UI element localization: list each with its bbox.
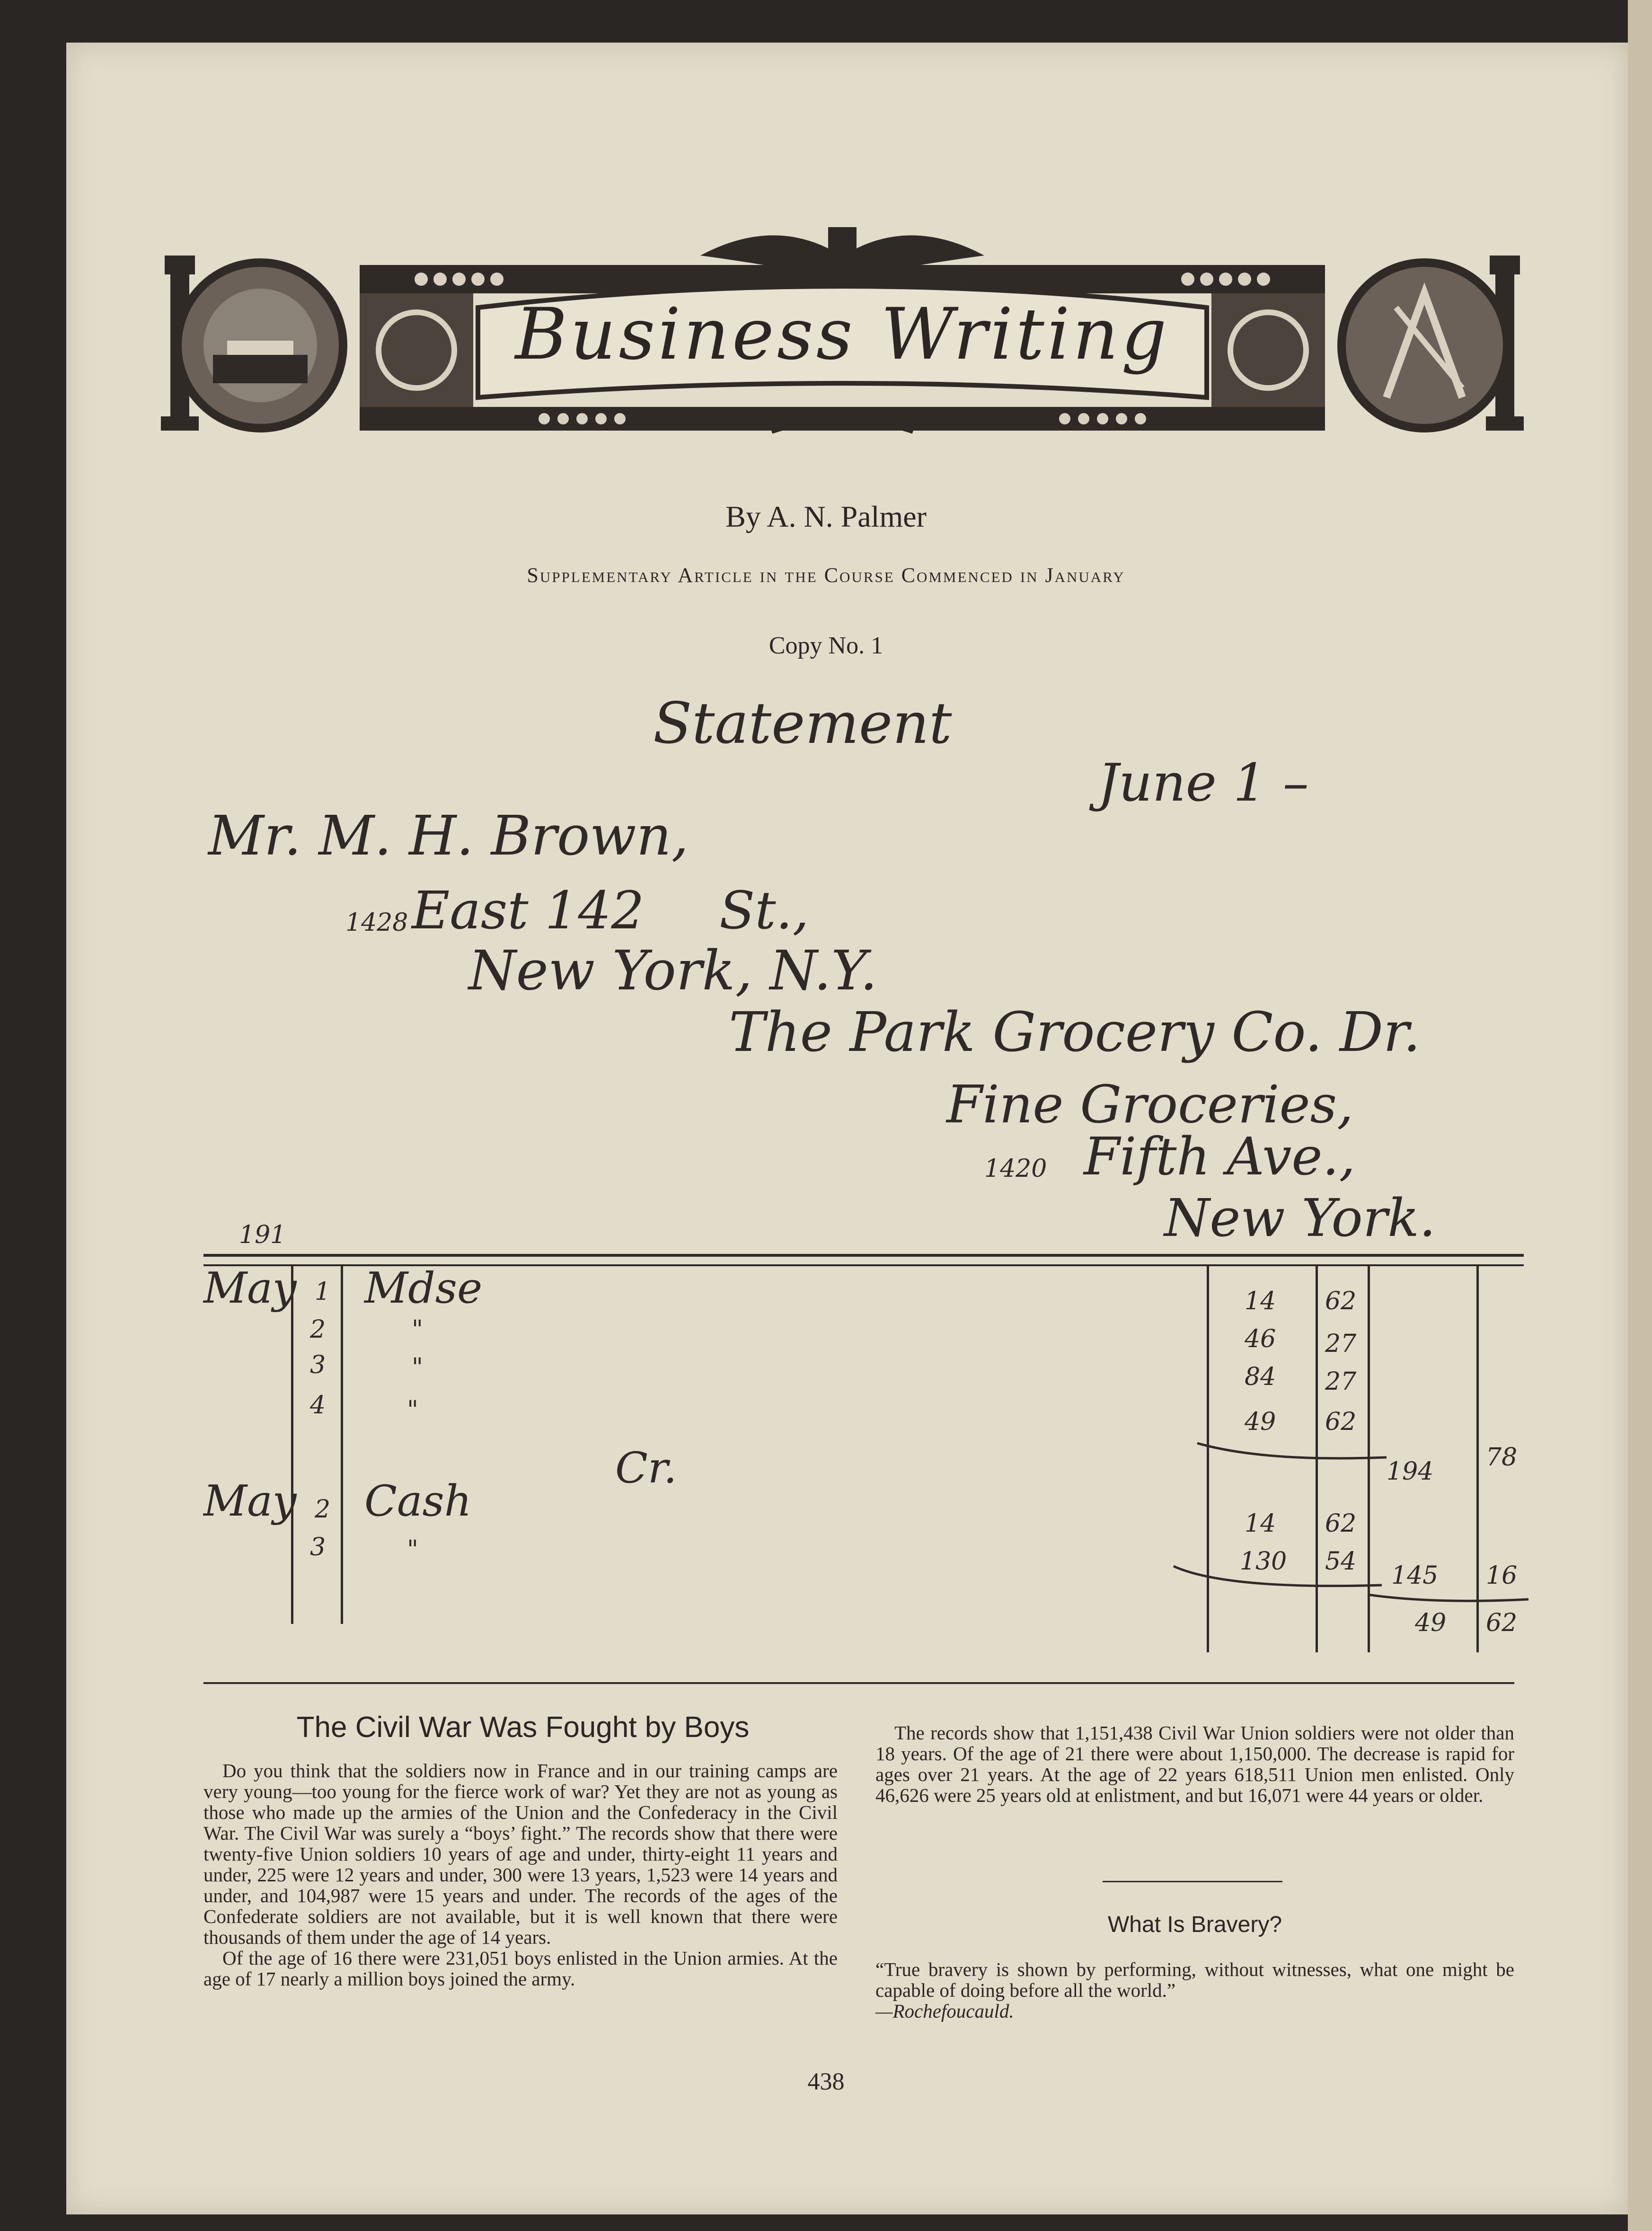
article-paragraph-1: Do you think that the soldiers now in France and in our training camps are very young—too young for the fierce work of war? Yet they are not as young as those who made up the armies of the Union and the Confederacy in the Civil War. The Civil War was surely a “boys’ fight.” The records show that there were twenty-five Union soldiers 10 years of age and under, thirty-eight 11 years and under, 225 were 12 years and under, 300 were 13 years, 1,523 were 14 years and under, and 104,987 were 15 years and under. The records of the ages of the Confederate soldiers are not available, but it is well known that there were thousands of them under the age of 14 years. <box>203 1760 838 1948</box>
debit-item-4: " <box>407 1396 418 1424</box>
customer-street: East 142 <box>412 880 645 941</box>
firm-street-number: 1420 <box>984 1155 1047 1183</box>
ledger-year: 191 <box>239 1221 286 1249</box>
article-paragraph-3: The records show that 1,151,438 Civil War Union soldiers were not older than 18 years. Of the age of 21 there were about 1,150,000. The decrease is rapid for ages over 21 years. At the age of 22 years 618,511 Union men enlisted. Only 46,626 were 25 years old at enlistment, and but 16,071 were 44 years or older. <box>875 1722 1514 1806</box>
debit-total-dollars: 194 <box>1387 1457 1434 1486</box>
credit-cents-2: 54 <box>1325 1547 1357 1576</box>
ledger-col-date <box>291 1264 293 1624</box>
supplement-note: Supplementary Article in the Course Commenced in January <box>527 564 1125 587</box>
statement-heading: Statement <box>653 691 952 757</box>
credit-dollars-1: 14 <box>1245 1509 1276 1538</box>
debit-day-4: 4 <box>310 1391 326 1420</box>
customer-name: Mr. M. H. Brown, <box>208 804 689 868</box>
statement-date: June 1 – <box>1098 752 1309 813</box>
ledger-top-rule <box>203 1254 1524 1257</box>
credit-total-cents: 16 <box>1486 1561 1518 1590</box>
customer-street-suffix: St., <box>719 880 809 941</box>
debit-dollars-4: 49 <box>1245 1408 1276 1436</box>
debit-cents-3: 27 <box>1325 1367 1357 1396</box>
bravery-attribution: —Rochefoucauld. <box>875 2000 1014 2022</box>
customer-street-number: 1428 <box>345 908 408 937</box>
debit-dollars-1: 14 <box>1245 1287 1276 1315</box>
credit-cents-1: 62 <box>1325 1509 1357 1538</box>
debit-dollars-3: 84 <box>1245 1363 1276 1391</box>
credit-total-dollars: 145 <box>1391 1561 1439 1590</box>
banner-title: Business Writing <box>515 293 1170 376</box>
bravery-quote <box>875 1959 1514 2021</box>
debit-month: May <box>203 1263 297 1313</box>
facing-page-edge <box>1628 0 1652 2231</box>
firm-line: Fine Groceries, <box>946 1074 1354 1135</box>
section-divider <box>203 1682 1514 1684</box>
debit-item-3: " <box>412 1353 423 1382</box>
debit-day-1: 1 <box>315 1278 331 1306</box>
balance-cents: 62 <box>1486 1609 1518 1637</box>
bravery-quote-text: “True bravery is shown by performing, without witnesses, what one might be capable of doing before all the world.” <box>875 1958 1514 2001</box>
debit-day-3: 3 <box>310 1351 326 1379</box>
business-writing-banner <box>156 199 1528 445</box>
debit-cents-4: 62 <box>1325 1408 1357 1436</box>
ledger-col-day <box>341 1264 343 1624</box>
firm-name: The Park Grocery Co. Dr. <box>729 1001 1421 1064</box>
article-civil-war-col2 <box>875 1722 1514 1806</box>
debit-item-1: Mdse <box>364 1263 483 1313</box>
credit-item-1: Cash <box>364 1476 472 1526</box>
article-title-bravery: What Is Bravery? <box>1107 1912 1282 1937</box>
credit-month: May <box>203 1476 297 1526</box>
credit-item-2: " <box>407 1535 418 1564</box>
page-number: 438 <box>807 2068 845 2095</box>
debit-item-2: " <box>412 1315 423 1344</box>
balance-rule-icon <box>1363 1590 1533 1609</box>
firm-street: Fifth Ave., <box>1084 1126 1356 1187</box>
debit-total-bracket-icon <box>1193 1434 1391 1467</box>
article-paragraph-2: Of the age of 16 there were 231,051 boys enlisted in the Union armies. At the age of 17 nearly a million boys joined the army. <box>203 1947 838 1990</box>
firm-city: New York. <box>1164 1188 1436 1248</box>
credit-dollars-2: 130 <box>1240 1547 1287 1576</box>
debit-dollars-2: 46 <box>1245 1325 1276 1353</box>
byline: By A. N. Palmer <box>725 500 927 533</box>
credit-day-2: 3 <box>310 1533 326 1561</box>
article-civil-war-col1 <box>203 1760 838 1989</box>
short-divider <box>1103 1881 1282 1882</box>
debit-cents-2: 27 <box>1325 1330 1357 1358</box>
debit-day-2: 2 <box>310 1315 326 1344</box>
customer-city: New York, N.Y. <box>468 939 878 1003</box>
balance-dollars: 49 <box>1415 1609 1447 1637</box>
copy-number: Copy No. 1 <box>769 632 883 659</box>
article-title-civil-war: The Civil War Was Fought by Boys <box>296 1711 750 1744</box>
credit-day-1: 2 <box>315 1495 331 1524</box>
debit-total-cents: 78 <box>1486 1443 1518 1472</box>
credit-label: Cr. <box>615 1443 677 1493</box>
credit-total-bracket-icon <box>1169 1557 1387 1595</box>
debit-cents-1: 62 <box>1325 1287 1357 1315</box>
